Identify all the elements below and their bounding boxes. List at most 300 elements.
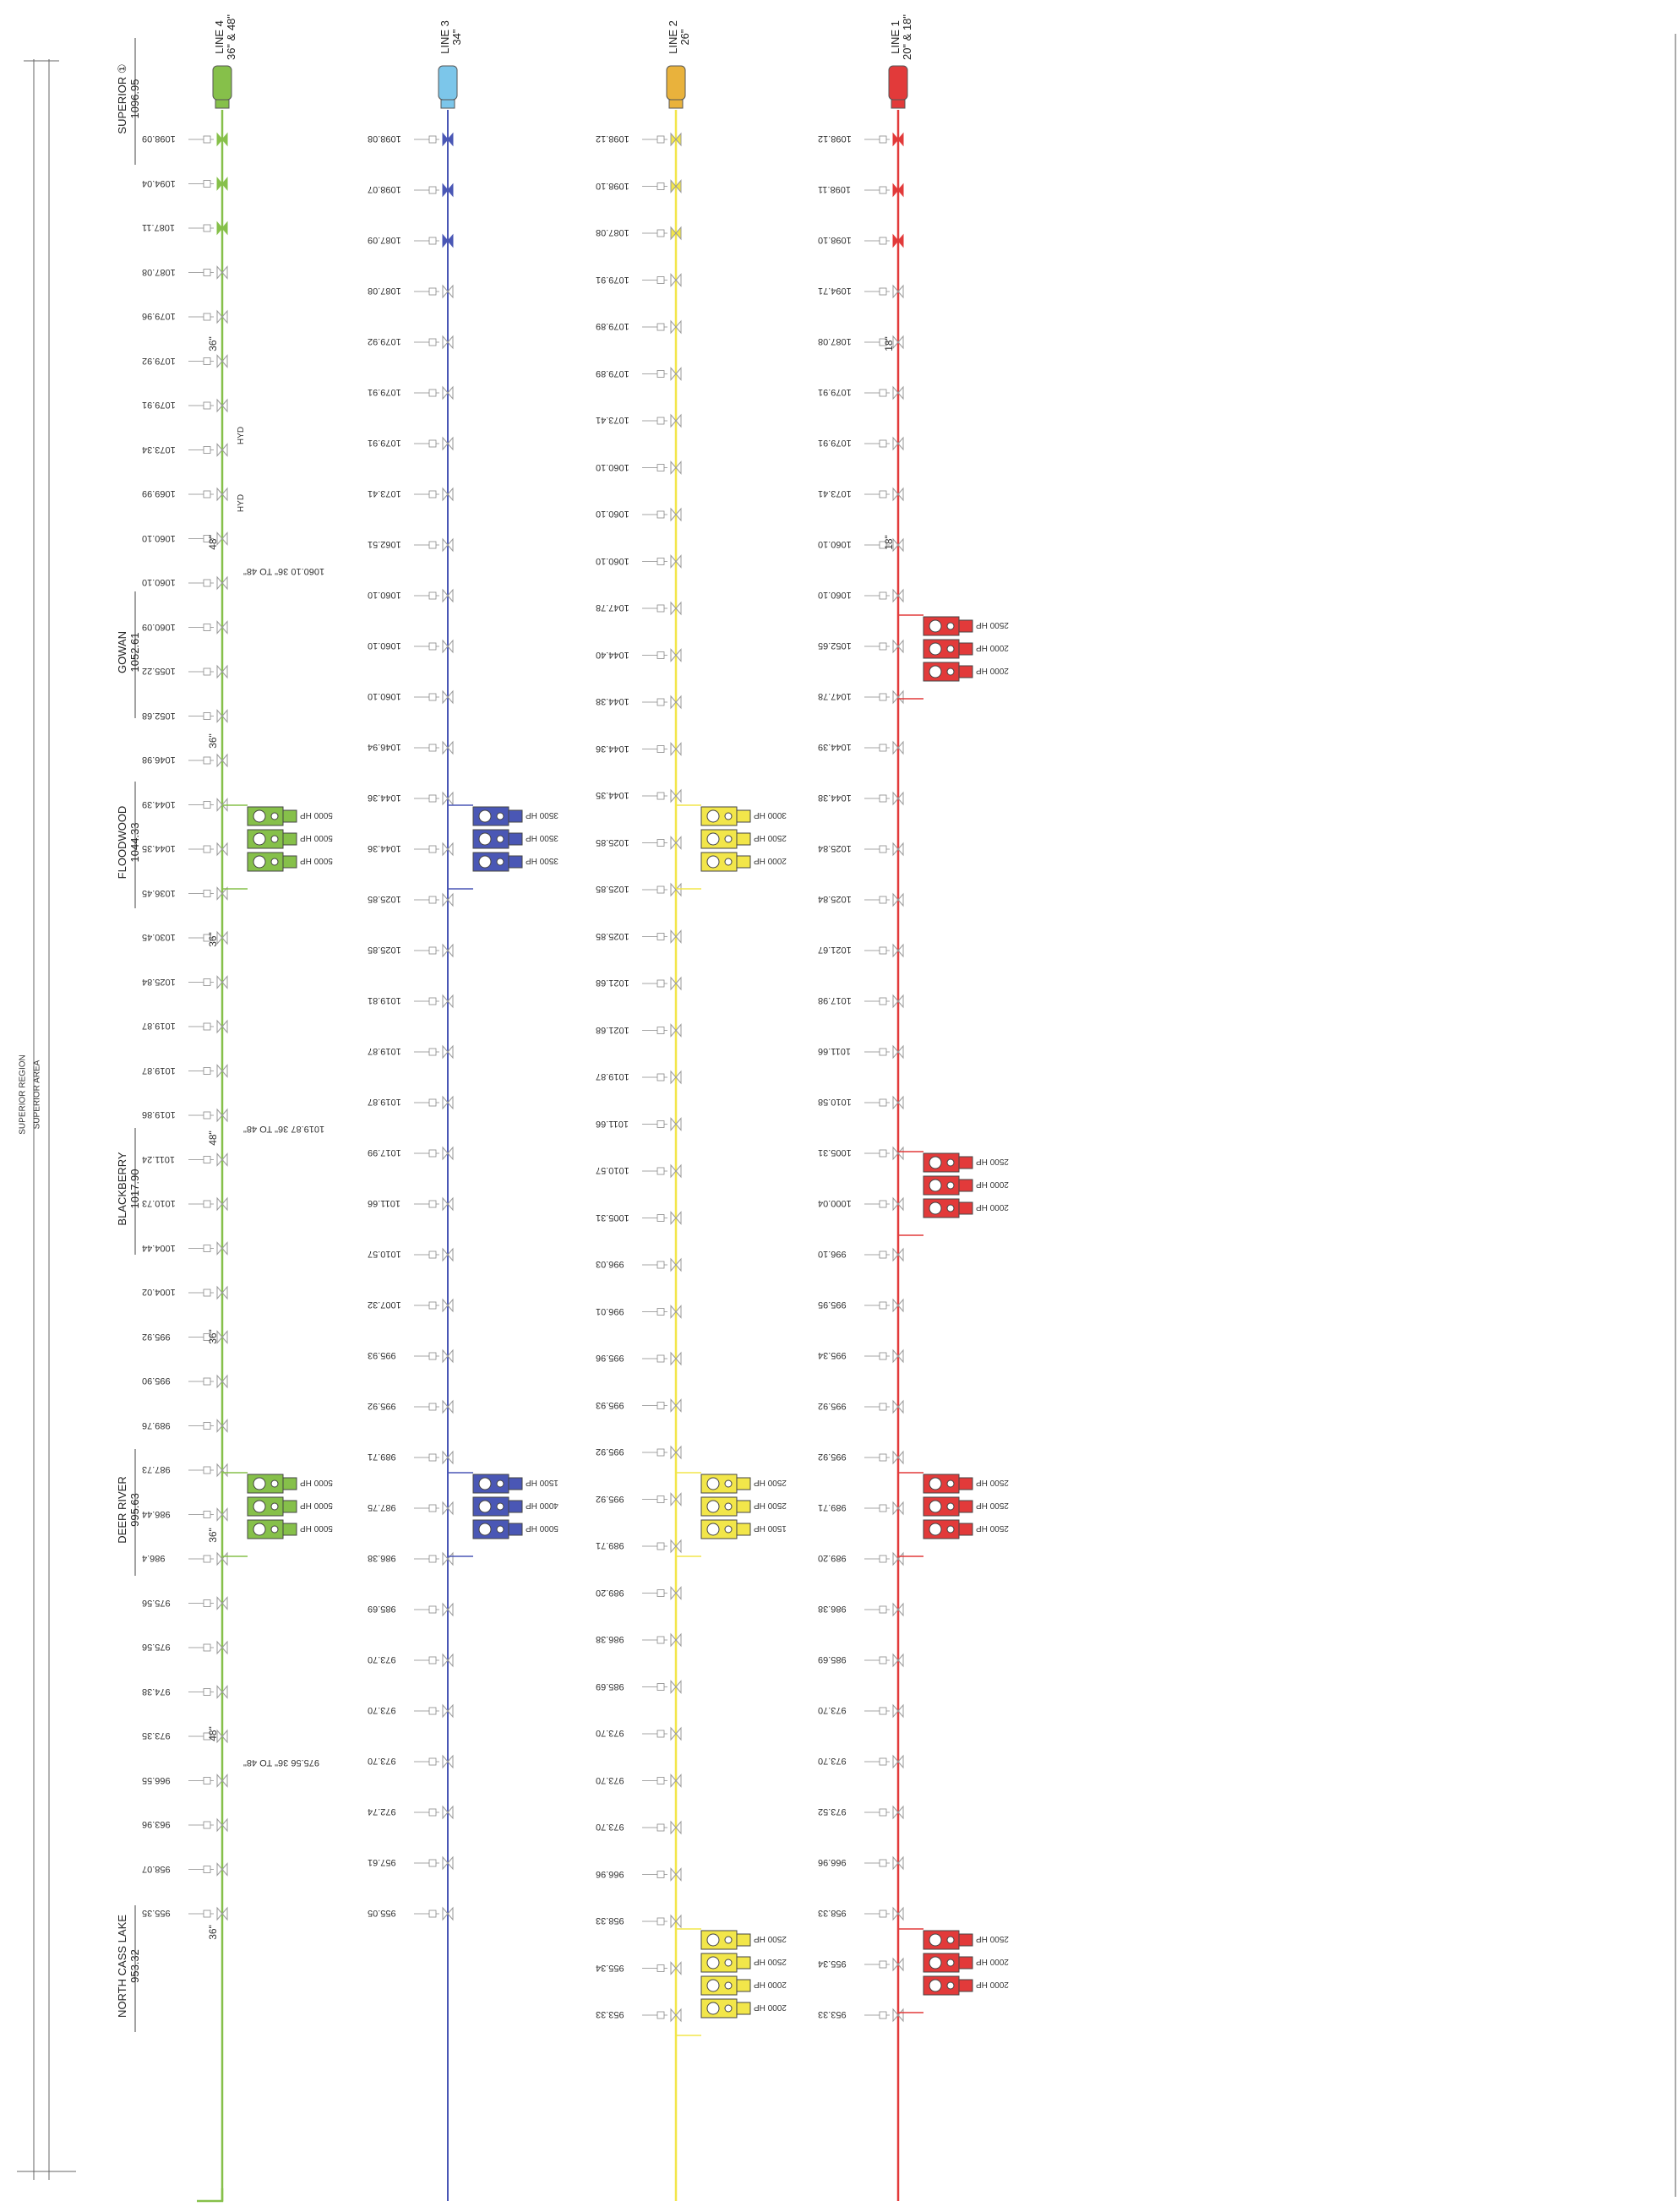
station-name: NORTH CASS LAKE bbox=[116, 1915, 128, 2018]
milepost-label: 1060.10 bbox=[596, 555, 629, 566]
milepost-label: 1079.91 bbox=[142, 400, 176, 410]
pump-impeller-icon bbox=[497, 813, 504, 820]
milepost-label: 1025.85 bbox=[368, 894, 401, 904]
milepost-label: 1060.10 bbox=[368, 640, 401, 651]
mp-box-line1 bbox=[880, 795, 886, 802]
milepost-label: 1094.04 bbox=[142, 177, 176, 188]
station-label-blackberry bbox=[116, 1130, 141, 1248]
pump-manifold-line1 bbox=[898, 1473, 923, 1556]
milepost-label: 1044.36 bbox=[368, 793, 401, 803]
milepost-label: 1060.10 bbox=[596, 461, 629, 472]
milepost-label: 1060.09 bbox=[142, 621, 176, 632]
pump-outlet bbox=[959, 1523, 972, 1535]
milepost-label: 1011.66 bbox=[818, 1046, 851, 1056]
mp-box-line4 bbox=[204, 402, 210, 409]
pump-motor-icon bbox=[929, 620, 941, 632]
pump-hp-label: 2000 HP bbox=[976, 1980, 1009, 1989]
milepost-label: 995.92 bbox=[368, 1401, 396, 1411]
mp-box-line4 bbox=[204, 313, 210, 320]
pump-motor-icon bbox=[707, 1957, 719, 1969]
mp-box-line1 bbox=[880, 288, 886, 295]
pump-impeller-icon bbox=[725, 1982, 732, 1989]
mp-box-line3 bbox=[429, 1403, 436, 1410]
milepost-label: 1079.91 bbox=[368, 387, 401, 397]
pump-impeller-icon bbox=[271, 1503, 278, 1510]
pump-hp-label: 2500 HP bbox=[976, 1523, 1009, 1533]
pump-outlet bbox=[283, 1501, 297, 1512]
mp-box-line4 bbox=[204, 1423, 210, 1430]
mp-box-line3 bbox=[429, 136, 436, 143]
milepost-label: 1087.08 bbox=[142, 266, 176, 277]
milepost-label: 1011.66 bbox=[368, 1198, 400, 1208]
mp-box-line3 bbox=[429, 542, 436, 548]
milepost-label: 1044.35 bbox=[596, 790, 629, 800]
milepost-label: 1044.36 bbox=[596, 743, 629, 754]
pump-motor-icon bbox=[253, 810, 265, 822]
station-label-superior bbox=[116, 40, 141, 158]
mp-box-line2 bbox=[657, 1637, 664, 1643]
pump-outlet bbox=[509, 833, 522, 845]
milepost-label: 1060.10 bbox=[596, 509, 629, 519]
pump-impeller-icon bbox=[947, 1182, 954, 1189]
mp-box-line4 bbox=[204, 1023, 210, 1030]
milepost-label: 973.70 bbox=[596, 1728, 624, 1738]
milepost-label: 985.69 bbox=[368, 1604, 396, 1614]
region-label: SUPERIOR REGION bbox=[18, 1054, 28, 1135]
pump-manifold-line1 bbox=[898, 615, 923, 699]
pump-hp-label: 2000 HP bbox=[976, 1202, 1009, 1212]
milepost-label: 989.20 bbox=[818, 1553, 847, 1563]
mp-box-line3 bbox=[429, 1049, 436, 1055]
milepost-label: 1004.44 bbox=[142, 1242, 176, 1253]
milepost-label: 973.70 bbox=[818, 1756, 847, 1766]
pump-impeller-icon bbox=[947, 1503, 954, 1510]
pump-outlet bbox=[959, 1980, 972, 1991]
milepost-label: 995.93 bbox=[368, 1350, 396, 1360]
mp-box-line2 bbox=[657, 840, 664, 847]
milepost-label: 1060.10 bbox=[818, 590, 852, 600]
mp-box-line1 bbox=[880, 1505, 886, 1512]
milepost-label: 1044.39 bbox=[142, 798, 176, 809]
milepost-label: 1010.57 bbox=[596, 1165, 629, 1175]
pump-outlet bbox=[959, 1180, 972, 1191]
mp-box-line3 bbox=[429, 187, 436, 193]
milepost-label: 1044.38 bbox=[596, 696, 629, 706]
mp-box-line4 bbox=[204, 1555, 210, 1562]
mp-box-line3 bbox=[429, 694, 436, 700]
pump-impeller-icon bbox=[947, 668, 954, 675]
mp-box-line4 bbox=[204, 1467, 210, 1474]
pump-outlet bbox=[959, 1934, 972, 1946]
milepost-label: 1044.38 bbox=[818, 793, 852, 803]
pump-hp-label: 3000 HP bbox=[754, 810, 787, 820]
pump-motor-icon bbox=[479, 856, 491, 868]
milepost-label: 1011.66 bbox=[596, 1118, 629, 1129]
milepost-label: 953.33 bbox=[818, 2009, 847, 2019]
mp-box-line4 bbox=[204, 1245, 210, 1252]
transition-note: 1060.10 36" TO 48" bbox=[243, 566, 325, 576]
pump-hp-label: 2000 HP bbox=[754, 856, 787, 865]
milepost-label: 958.07 bbox=[142, 1863, 171, 1874]
mp-box-line1 bbox=[880, 1758, 886, 1765]
milepost-label: 1073.41 bbox=[596, 415, 629, 425]
pump-outlet bbox=[959, 1478, 972, 1490]
milepost-label: 1044.35 bbox=[142, 843, 176, 853]
pump-impeller-icon bbox=[271, 858, 278, 865]
milepost-label: 1098.08 bbox=[368, 133, 401, 144]
mp-box-line2 bbox=[657, 417, 664, 424]
mp-box-line2 bbox=[657, 465, 664, 471]
area-label: SUPERIOR AREA bbox=[32, 1060, 42, 1130]
milepost-label: 1025.85 bbox=[596, 836, 629, 847]
mp-box-line3 bbox=[429, 1251, 436, 1258]
mp-box-line2 bbox=[657, 746, 664, 753]
pump-outlet bbox=[737, 1478, 750, 1490]
milepost-label: 985.69 bbox=[818, 1654, 847, 1664]
mp-box-line2 bbox=[657, 980, 664, 987]
pump-hp-label: 3500 HP bbox=[526, 810, 558, 820]
pump-hp-label: 2000 HP bbox=[976, 1957, 1009, 1966]
pump-outlet bbox=[283, 856, 297, 868]
mp-box-line2 bbox=[657, 793, 664, 799]
mp-box-line1 bbox=[880, 998, 886, 1005]
mp-box-line2 bbox=[657, 230, 664, 237]
pump-outlet bbox=[509, 810, 522, 822]
mp-box-line2 bbox=[657, 1496, 664, 1503]
mp-box-line4 bbox=[204, 979, 210, 986]
mp-box-line3 bbox=[429, 491, 436, 498]
milepost-label: 957.61 bbox=[368, 1857, 396, 1867]
pump-manifold-line2 bbox=[676, 1473, 701, 1556]
milepost-label: 996.03 bbox=[596, 1259, 624, 1269]
mp-box-line3 bbox=[429, 339, 436, 346]
milepost-label: 1087.08 bbox=[596, 227, 629, 237]
hydrant-label: HYD bbox=[237, 493, 247, 513]
pump-motor-icon bbox=[479, 1478, 491, 1490]
mp-box-line2 bbox=[657, 324, 664, 330]
mp-box-line3 bbox=[429, 643, 436, 650]
pump-impeller-icon bbox=[947, 1480, 954, 1487]
mp-box-line4 bbox=[204, 1600, 210, 1607]
pump-hp-label: 5000 HP bbox=[526, 1523, 558, 1533]
milepost-label: 995.92 bbox=[142, 1331, 171, 1342]
pump-motor-icon bbox=[253, 1523, 265, 1535]
milepost-label: 973.70 bbox=[818, 1705, 847, 1715]
pump-outlet bbox=[737, 1501, 750, 1512]
milepost-label: 986.38 bbox=[818, 1604, 847, 1614]
pipe-size-label: 36" bbox=[206, 932, 219, 947]
pump-motor-icon bbox=[707, 1478, 719, 1490]
milepost-label: 966.96 bbox=[818, 1857, 847, 1867]
pump-outlet bbox=[737, 833, 750, 845]
pump-motor-icon bbox=[479, 810, 491, 822]
milepost-label: 1079.96 bbox=[142, 311, 176, 321]
milepost-label: 966.96 bbox=[596, 1868, 624, 1879]
mp-box-line4 bbox=[204, 1289, 210, 1296]
mp-box-line3 bbox=[429, 1454, 436, 1461]
pump-outlet bbox=[737, 1980, 750, 1991]
mp-box-line1 bbox=[880, 136, 886, 143]
milepost-label: 1079.92 bbox=[368, 336, 401, 346]
mp-box-line1 bbox=[880, 1910, 886, 1917]
pump-manifold-line4 bbox=[222, 1473, 248, 1556]
mp-box-line3 bbox=[429, 1505, 436, 1512]
milepost-label: 1019.81 bbox=[368, 995, 401, 1005]
milepost-label: 1079.91 bbox=[818, 387, 852, 397]
milepost-label: 975.56 bbox=[142, 1597, 171, 1608]
milepost-label: 995.92 bbox=[818, 1401, 847, 1411]
milepost-label: 1021.68 bbox=[596, 978, 629, 988]
milepost-label: 1094.71 bbox=[818, 286, 852, 296]
pump-motor-icon bbox=[479, 1501, 491, 1512]
mp-box-line2 bbox=[657, 511, 664, 518]
pump-motor-icon bbox=[707, 1934, 719, 1946]
launcher-line4 bbox=[213, 66, 232, 100]
line-size: 36" & 48" bbox=[225, 14, 237, 61]
pump-hp-label: 2500 HP bbox=[754, 1501, 787, 1510]
pump-impeller-icon bbox=[725, 858, 732, 865]
milepost-label: 1052.68 bbox=[142, 710, 176, 721]
pump-outlet bbox=[509, 856, 522, 868]
station-milepost: 1052.61 bbox=[128, 632, 141, 673]
pump-outlet bbox=[959, 666, 972, 678]
milepost-label: 1021.68 bbox=[596, 1024, 629, 1035]
pump-impeller-icon bbox=[271, 813, 278, 820]
pump-impeller-icon bbox=[497, 836, 504, 842]
mp-box-line1 bbox=[880, 1049, 886, 1055]
milepost-label: 1019.87 bbox=[368, 1046, 401, 1056]
pipe-size-label: 36" bbox=[206, 1528, 219, 1543]
milepost-label: 1087.08 bbox=[368, 286, 401, 296]
pump-motor-icon bbox=[929, 1523, 941, 1535]
mp-box-line4 bbox=[204, 491, 210, 498]
pump-outlet bbox=[737, 1957, 750, 1969]
pump-manifold-line1 bbox=[898, 1929, 923, 2013]
milepost-label: 1025.85 bbox=[596, 884, 629, 894]
mp-box-line1 bbox=[880, 440, 886, 447]
milepost-label: 1079.92 bbox=[142, 355, 176, 366]
milepost-label: 996.01 bbox=[596, 1305, 624, 1316]
mp-box-line3 bbox=[429, 744, 436, 751]
line-size: 26" bbox=[678, 29, 691, 46]
milepost-label: 973.70 bbox=[368, 1756, 396, 1766]
pump-hp-label: 5000 HP bbox=[300, 1478, 333, 1487]
milepost-label: 955.34 bbox=[596, 1962, 624, 1973]
milepost-label: 972.74 bbox=[368, 1806, 396, 1817]
mp-box-line1 bbox=[880, 744, 886, 751]
station-label-floodwood bbox=[116, 783, 141, 902]
pump-motor-icon bbox=[929, 1180, 941, 1191]
pump-motor-icon bbox=[707, 2002, 719, 2014]
mp-box-line2 bbox=[657, 1261, 664, 1268]
milepost-label: 1019.87 bbox=[142, 1021, 176, 1031]
pump-motor-icon bbox=[929, 1934, 941, 1946]
pump-motor-icon bbox=[929, 1478, 941, 1490]
pump-outlet bbox=[737, 856, 750, 868]
milepost-label: 975.56 bbox=[142, 1642, 171, 1652]
milepost-label: 989.71 bbox=[596, 1540, 624, 1550]
milepost-label: 1046.94 bbox=[368, 742, 401, 752]
pump-impeller-icon bbox=[271, 1480, 278, 1487]
milepost-label: 995.96 bbox=[596, 1353, 624, 1363]
line-title: LINE 3 bbox=[439, 20, 451, 54]
line-size: 20" & 18" bbox=[901, 14, 913, 61]
station-milepost: 953.32 bbox=[128, 1949, 141, 1983]
mp-box-line3 bbox=[429, 1150, 436, 1157]
milepost-label: 1047.78 bbox=[818, 691, 852, 701]
pump-impeller-icon bbox=[947, 1526, 954, 1533]
mp-box-line1 bbox=[880, 2012, 886, 2019]
mp-box-line4 bbox=[204, 270, 210, 276]
mp-box-line3 bbox=[429, 896, 436, 903]
mp-box-line4 bbox=[204, 846, 210, 853]
mp-box-line2 bbox=[657, 1215, 664, 1222]
pump-impeller-icon bbox=[497, 1480, 504, 1487]
station-label-gowan bbox=[116, 593, 141, 711]
launcher-neck-line4 bbox=[215, 100, 229, 108]
milepost-label: 1021.67 bbox=[818, 945, 852, 955]
pump-motor-icon bbox=[253, 833, 265, 845]
pump-hp-label: 2000 HP bbox=[976, 643, 1009, 652]
pump-impeller-icon bbox=[271, 1526, 278, 1533]
line-title: LINE 1 bbox=[889, 20, 902, 54]
pump-motor-icon bbox=[929, 643, 941, 655]
milepost-label: 966.55 bbox=[142, 1774, 171, 1785]
milepost-label: 973.70 bbox=[368, 1705, 396, 1715]
milepost-label: 989.76 bbox=[142, 1419, 171, 1430]
pump-hp-label: 2500 HP bbox=[976, 620, 1009, 629]
mp-box-line1 bbox=[880, 1555, 886, 1562]
pump-motor-icon bbox=[707, 1501, 719, 1512]
mp-box-line4 bbox=[204, 1112, 210, 1119]
line-title: LINE 2 bbox=[667, 20, 679, 54]
milepost-label: 1098.12 bbox=[818, 133, 852, 144]
station-name: SUPERIOR ① bbox=[116, 63, 128, 134]
milepost-label: 1044.39 bbox=[818, 742, 852, 752]
milepost-label: 1079.89 bbox=[596, 368, 629, 379]
pump-motor-icon bbox=[253, 856, 265, 868]
mp-box-line4 bbox=[204, 580, 210, 586]
mp-box-line1 bbox=[880, 237, 886, 244]
mp-box-line2 bbox=[657, 1965, 664, 1972]
mp-box-line1 bbox=[880, 592, 886, 599]
milepost-label: 955.05 bbox=[368, 1908, 396, 1918]
mp-box-line3 bbox=[429, 1910, 436, 1917]
pipe-size-label: 18" bbox=[882, 535, 895, 550]
pump-outlet bbox=[283, 833, 297, 845]
mp-box-line3 bbox=[429, 440, 436, 447]
pump-motor-icon bbox=[479, 833, 491, 845]
milepost-label: 1060.10 bbox=[142, 532, 176, 543]
milepost-label: 1017.98 bbox=[818, 995, 852, 1005]
milepost-label: 1019.86 bbox=[142, 1109, 176, 1120]
pump-hp-label: 2500 HP bbox=[754, 1478, 787, 1487]
mp-box-line4 bbox=[204, 136, 210, 143]
milepost-label: 995.92 bbox=[596, 1493, 624, 1504]
mp-box-line1 bbox=[880, 1657, 886, 1664]
mp-box-line4 bbox=[204, 891, 210, 897]
mp-box-line4 bbox=[204, 1512, 210, 1518]
milepost-label: 974.38 bbox=[142, 1686, 171, 1697]
station-milepost: 1096.95 bbox=[128, 79, 141, 119]
mp-box-line1 bbox=[880, 1860, 886, 1866]
milepost-label: 1060.10 bbox=[368, 691, 401, 701]
mp-box-line2 bbox=[657, 1027, 664, 1034]
pump-impeller-icon bbox=[725, 1937, 732, 1943]
station-label-deer_river bbox=[116, 1451, 141, 1569]
pump-hp-label: 1500 HP bbox=[526, 1478, 558, 1487]
mp-box-line1 bbox=[880, 1708, 886, 1714]
mp-box-line4 bbox=[204, 447, 210, 454]
line4-terminal bbox=[197, 2188, 222, 2201]
mp-box-line2 bbox=[657, 1778, 664, 1784]
milepost-label: 1025.84 bbox=[818, 894, 852, 904]
pump-outlet bbox=[959, 1957, 972, 1969]
milepost-label: 1004.02 bbox=[142, 1287, 176, 1297]
milepost-label: 1007.32 bbox=[368, 1299, 401, 1310]
pump-outlet bbox=[737, 810, 750, 822]
pump-impeller-icon bbox=[947, 1982, 954, 1989]
milepost-label: 995.93 bbox=[596, 1399, 624, 1410]
milepost-label: 1087.08 bbox=[818, 336, 852, 346]
milepost-label: 995.92 bbox=[818, 1452, 847, 1462]
mp-box-line2 bbox=[657, 934, 664, 940]
pump-motor-icon bbox=[253, 1478, 265, 1490]
pump-hp-label: 2500 HP bbox=[754, 1957, 787, 1966]
milepost-label: 1079.91 bbox=[368, 438, 401, 448]
pump-impeller-icon bbox=[725, 1526, 732, 1533]
pump-motor-icon bbox=[479, 1523, 491, 1535]
pump-motor-icon bbox=[253, 1501, 265, 1512]
milepost-label: 989.20 bbox=[596, 1587, 624, 1598]
pump-hp-label: 5000 HP bbox=[300, 810, 333, 820]
milepost-label: 1019.87 bbox=[596, 1071, 629, 1081]
pump-hp-label: 5000 HP bbox=[300, 833, 333, 842]
milepost-label: 958.33 bbox=[596, 1915, 624, 1926]
pump-outlet bbox=[283, 810, 297, 822]
pump-manifold-line3 bbox=[448, 805, 473, 889]
pipe-size-label: 36" bbox=[206, 336, 219, 351]
mp-box-line2 bbox=[657, 371, 664, 378]
pump-hp-label: 2500 HP bbox=[976, 1934, 1009, 1943]
mp-box-line4 bbox=[204, 225, 210, 232]
milepost-label: 1079.91 bbox=[818, 438, 852, 448]
mp-box-line3 bbox=[429, 1606, 436, 1613]
milepost-label: 1044.36 bbox=[368, 843, 401, 853]
pump-motor-icon bbox=[929, 1157, 941, 1169]
pump-hp-label: 2500 HP bbox=[754, 833, 787, 842]
milepost-label: 1073.41 bbox=[818, 488, 852, 499]
milepost-label: 1005.31 bbox=[818, 1147, 852, 1158]
mp-box-line2 bbox=[657, 183, 664, 190]
mp-box-line2 bbox=[657, 277, 664, 284]
pump-impeller-icon bbox=[725, 836, 732, 842]
mp-box-line3 bbox=[429, 947, 436, 954]
milepost-label: 1060.10 bbox=[368, 590, 401, 600]
milepost-label: 1047.78 bbox=[596, 602, 629, 613]
pump-impeller-icon bbox=[947, 623, 954, 629]
milepost-label: 989.71 bbox=[818, 1502, 847, 1512]
transition-note: 1019.87 36" TO 48" bbox=[243, 1124, 325, 1134]
mp-box-line2 bbox=[657, 1918, 664, 1925]
station-name: DEER RIVER bbox=[116, 1476, 128, 1544]
line-header-line3 bbox=[439, 3, 463, 71]
launcher-neck-line3 bbox=[441, 100, 455, 108]
mp-box-line3 bbox=[429, 237, 436, 244]
mp-box-line3 bbox=[429, 795, 436, 802]
pump-hp-label: 2500 HP bbox=[976, 1501, 1009, 1510]
milepost-label: 963.96 bbox=[142, 1819, 171, 1829]
